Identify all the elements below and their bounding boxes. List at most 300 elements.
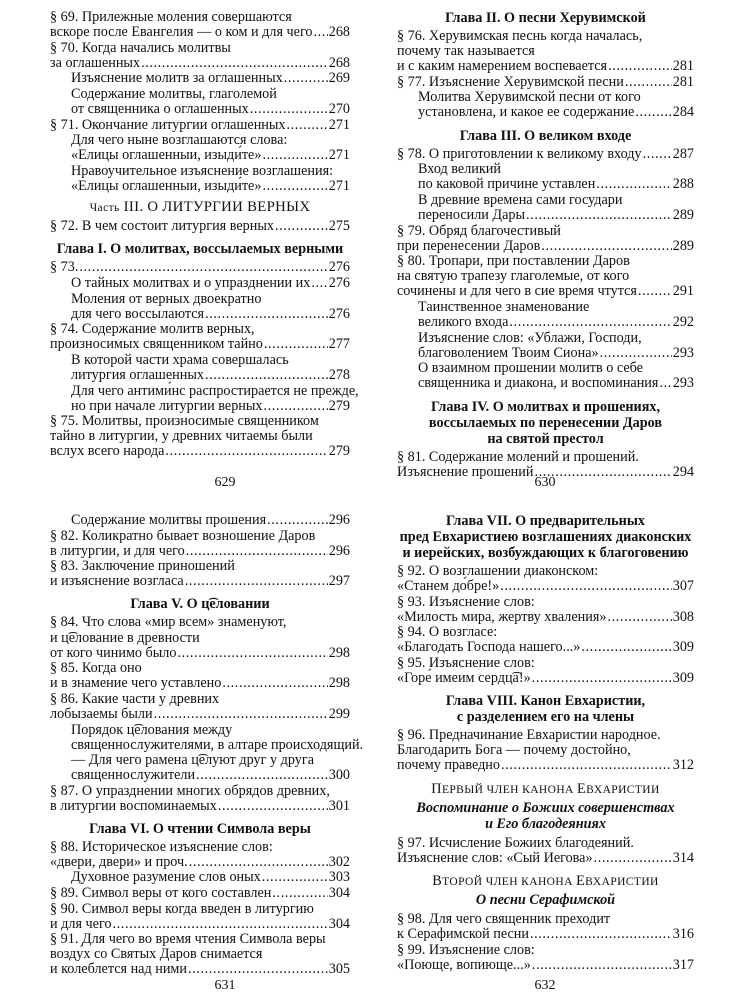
toc-entry	[50, 615, 350, 660]
toc-line	[50, 917, 350, 932]
dot-leader	[284, 71, 328, 86]
entry-text: § 81. Содержание молений и прошений.	[397, 448, 639, 465]
entry-text: «Милость мира, жертву хваления»	[397, 608, 607, 625]
canon-member-heading	[397, 782, 694, 798]
entry-text: «Благодать Господа нашего...»	[397, 639, 581, 656]
page-ref: 304	[328, 915, 350, 932]
dot-leader	[141, 56, 328, 71]
toc-entry	[50, 721, 364, 783]
dot-leader	[541, 239, 671, 254]
initial: В	[432, 872, 443, 889]
toc-line	[397, 640, 694, 655]
toc-line	[397, 927, 694, 942]
entry-text: — Для чего рамена ц͡елуют друг у друга	[71, 751, 314, 768]
toc-entry	[50, 932, 350, 977]
toc-line	[50, 118, 350, 133]
page-ref: 304	[328, 884, 350, 901]
dot-leader	[509, 315, 671, 330]
toc-entry	[50, 513, 350, 528]
toc-line	[418, 177, 694, 192]
small-caps: ТОРОЙ ЧЛЕН КАНОНА	[442, 875, 577, 888]
dot-leader	[205, 307, 328, 322]
toc-entry	[50, 276, 350, 291]
entry-text: § 76. Херувимская песнь когда началась,	[397, 28, 643, 44]
dot-leader	[189, 855, 328, 870]
page-ref: 299	[328, 706, 350, 723]
subheading-line: и Его благодеяниях	[485, 815, 606, 832]
page-ref: 303	[328, 869, 350, 886]
entry-text: О тайных молитвах и о упразднении их	[71, 274, 311, 291]
small-caps: ВХАРИСТИИ	[586, 783, 660, 796]
entry-text: «Горе́ имеим сердц͡а!»	[397, 670, 531, 687]
page-number: 630	[534, 475, 556, 490]
toc-entry	[50, 292, 350, 322]
entry-text: Изъяснение слов: «Ублажи, Господи,	[418, 329, 642, 346]
toc-line	[397, 943, 694, 958]
entry-text: Изъяснение слов: «Сый Иегова»	[397, 849, 593, 866]
entry-text: «Елицы оглашенныи, изыди́те»	[71, 178, 262, 195]
dot-leader	[501, 758, 672, 773]
entry-text: § 98. Для чего священник преходит	[397, 910, 611, 927]
page-ref: 291	[672, 283, 694, 300]
toc-line	[397, 147, 694, 162]
toc-entry	[50, 902, 350, 932]
toc-line	[397, 269, 694, 284]
toc-entry	[397, 75, 694, 90]
toc-entry	[397, 147, 694, 162]
page-ref: 270	[328, 101, 350, 118]
dot-leader	[596, 177, 671, 192]
entry-text: от священника о оглашенных	[71, 101, 249, 118]
toc-line	[418, 90, 694, 105]
toc-entry	[397, 300, 694, 330]
toc-line	[50, 646, 350, 661]
part-title: III. О ЛИТУРГИИ ВЕРНЫХ	[123, 199, 311, 216]
dot-leader	[532, 958, 672, 973]
entry-text: § 72. В чем состоит литургия верных	[50, 218, 274, 235]
entry-text: Благодарить Бога — почему достойно,	[397, 742, 631, 759]
page-ref: 278	[328, 366, 350, 383]
entry-text: В древние времена сами государи	[418, 191, 623, 208]
entry-text: Для чего ныне возглашаются слова:	[71, 132, 288, 149]
toc-line	[418, 193, 694, 208]
toc-line	[418, 105, 694, 120]
toc-entry	[50, 692, 350, 722]
toc-line	[71, 736, 364, 753]
toc-line	[50, 56, 350, 71]
toc-line	[71, 307, 350, 322]
italic-subheading	[397, 892, 694, 908]
toc-line	[71, 71, 350, 86]
toc-entry	[50, 71, 350, 86]
page-ref: 309	[672, 670, 694, 687]
toc-line	[418, 315, 694, 330]
toc-line	[397, 564, 694, 579]
heading-line: Глава III. О великом входе	[459, 127, 632, 144]
entry-text: § 87. О упразднении многих обрядов древних,	[50, 782, 330, 799]
page-number: 629	[214, 475, 236, 490]
dot-leader	[218, 799, 328, 814]
chapter-heading	[50, 241, 350, 257]
toc-line	[71, 753, 350, 768]
toc-line	[397, 958, 694, 973]
toc-entry	[397, 331, 694, 361]
dot-leader	[635, 105, 671, 120]
toc-line	[50, 219, 350, 234]
toc-line	[50, 855, 350, 870]
entry-text: § 97. Исчисление Божиих благодеяний.	[397, 834, 634, 851]
part-prefix: Часть	[89, 202, 120, 215]
toc-line	[71, 276, 350, 291]
toc-line	[50, 337, 350, 352]
toc-line	[397, 836, 694, 851]
entry-text: Духовное разумение слов оных	[71, 869, 261, 886]
subheading-line: О песни Серафимской	[475, 891, 616, 908]
entry-text: от кого чинимо было	[50, 644, 177, 661]
toc-line	[71, 164, 350, 179]
dot-leader	[638, 284, 672, 299]
toc-entry	[397, 656, 694, 686]
toc-entry	[50, 41, 350, 71]
entry-text: § 95. Изъяснение слов:	[397, 655, 535, 672]
page-ref: 294	[672, 463, 694, 480]
toc-entry	[50, 322, 350, 352]
entry-text: Порядок ц͡елования между	[71, 721, 233, 738]
page-ref: 279	[328, 397, 350, 414]
page-ref: 300	[328, 766, 350, 783]
dot-leader	[185, 574, 328, 589]
page-number: 631	[214, 978, 236, 993]
toc-line	[397, 29, 694, 44]
entry-text: «двери, двери» и проч.	[50, 853, 188, 870]
entry-text: и для чего	[50, 915, 112, 932]
toc-line	[397, 851, 694, 866]
page-ref: 298	[328, 644, 350, 661]
toc-line	[397, 728, 694, 743]
heading-line: пред Евхаристиею возглашениях диаконских	[399, 529, 692, 545]
entry-text: § 92. О возглашении диаконском:	[397, 563, 599, 579]
toc-line	[50, 41, 350, 56]
entry-text: возду́х со Святых Даров снимается	[50, 946, 263, 963]
dot-leader	[250, 102, 328, 117]
page-ref: 275	[328, 218, 350, 235]
toc-entry	[397, 912, 694, 942]
dot-leader	[500, 579, 672, 594]
dot-leader	[600, 346, 672, 361]
heading-line: и иерейских, возбуждающих к благоговению	[402, 545, 689, 561]
toc-entry	[397, 595, 694, 625]
page-ref: 277	[328, 336, 350, 353]
dot-leader	[607, 610, 671, 625]
toc-line	[50, 529, 350, 544]
subheading-line: Воспоминание о Божиих совершенствах	[416, 799, 675, 816]
entry-text: и с каким намерением воспевается	[397, 58, 608, 75]
entry-text: вслух всего народа	[50, 443, 165, 460]
entry-text: и в знамение чего уставлено	[50, 675, 222, 692]
entry-text: почему праведно	[397, 757, 500, 774]
toc-entry	[397, 943, 694, 973]
entry-text: священнослужителями, в алтаре происходящий.	[71, 736, 364, 753]
toc-line	[397, 239, 694, 254]
toc-line	[50, 10, 350, 25]
page-ref: 276	[328, 259, 350, 276]
toc-entry	[397, 29, 694, 74]
entry-text: установлена, и какое ее содержание	[418, 104, 635, 121]
page-ref: 271	[328, 178, 350, 195]
heading-line: Глава IV. О молитвах и прошениях,	[430, 398, 661, 415]
page-ref: 316	[672, 926, 694, 942]
toc-entry	[397, 254, 694, 299]
page-ref: 289	[672, 237, 694, 254]
dot-leader	[272, 886, 327, 901]
dot-leader	[275, 219, 328, 234]
dot-leader	[177, 646, 327, 661]
dot-leader	[262, 148, 327, 163]
page-629-column	[50, 9, 359, 460]
entry-text: § 90. Символ веры когда введен в литургию	[50, 900, 314, 917]
entry-text: § 86. Какие части у древних	[50, 690, 220, 707]
entry-text: благоволением Твоим Сиона»	[418, 344, 599, 361]
toc-line	[50, 661, 350, 676]
dot-leader	[79, 260, 327, 275]
toc-line	[418, 346, 694, 361]
entry-text: Изъяснение молитв за оглашенных	[71, 70, 283, 87]
toc-entry	[50, 133, 350, 163]
page-ref: 276	[328, 305, 350, 322]
entry-text: Моления от верных двоекратно	[71, 290, 262, 307]
entry-text: почему так называется	[397, 43, 535, 60]
entry-text: § 99. Изъяснение слов:	[397, 941, 535, 958]
page-ref: 293	[672, 375, 694, 392]
toc-line	[71, 382, 359, 399]
page-ref: 288	[672, 176, 694, 193]
heading-line: с разделением его на члены	[456, 709, 635, 726]
toc-entry	[397, 564, 694, 594]
canon-member-heading	[397, 874, 694, 890]
toc-entry	[397, 728, 694, 773]
page-ref: 268	[328, 54, 350, 71]
page-ref: 269	[328, 70, 350, 87]
entry-text: «Елицы оглашенныи, изыди́те»	[71, 147, 262, 164]
page-ref: 305	[328, 961, 350, 978]
initial: П	[431, 780, 442, 797]
toc-line	[71, 513, 350, 528]
heading-line: Глава VI. О чтении Символа веры	[89, 820, 311, 837]
heading-line: Глава V. О ц͡еловании	[130, 596, 270, 613]
dot-leader	[287, 118, 328, 133]
page-ref: 271	[328, 116, 350, 133]
page-ref: 268	[328, 24, 350, 41]
page-ref: 296	[328, 542, 350, 559]
entry-text: § 94. О возгласе:	[397, 624, 498, 641]
dot-leader	[594, 851, 672, 866]
entry-text: при перенесении Даров	[397, 237, 541, 254]
toc-entry	[50, 784, 350, 814]
entry-text: и изъяснение возгласа	[50, 573, 184, 590]
page-ref: 301	[328, 797, 350, 814]
toc-entry	[397, 90, 694, 120]
dot-leader	[643, 147, 672, 162]
entry-text: § 73.	[50, 259, 79, 276]
dot-leader	[196, 768, 328, 783]
initial: Е	[576, 872, 586, 889]
entry-text: § 89. Символ веры от кого составлен	[50, 884, 272, 901]
toc-line	[50, 902, 350, 917]
toc-line	[71, 87, 350, 102]
entry-text: § 82. Коликратно бывает возношение Даров	[50, 527, 316, 544]
page-ref: 287	[672, 145, 694, 162]
toc-line	[50, 840, 350, 855]
page-632-column	[397, 513, 694, 973]
entry-text: § 74. Содержание молитв верных,	[50, 321, 255, 338]
toc-line	[418, 376, 694, 391]
toc-entry	[397, 162, 694, 192]
toc-entry	[50, 661, 350, 691]
chapter-heading	[397, 399, 694, 447]
toc-line	[50, 631, 350, 646]
page-ref: 309	[672, 639, 694, 656]
entry-text: Содержание молитвы прошения	[71, 512, 267, 528]
toc-line	[397, 579, 694, 594]
dot-leader	[530, 927, 672, 942]
toc-line	[418, 300, 694, 315]
toc-line	[397, 44, 694, 59]
entry-text: лобызаемы были	[50, 706, 153, 723]
toc-entry	[50, 87, 350, 117]
entry-text: Для чего антими́нс распростирается не прежде,	[71, 382, 359, 399]
entry-text: по каковой причине уставлен	[418, 176, 596, 193]
toc-line	[71, 870, 350, 885]
toc-entry	[50, 382, 359, 414]
page-ref: 308	[672, 608, 694, 625]
entry-text: священнослужители	[71, 766, 196, 783]
entry-text: § 83. Заключение приношений	[50, 558, 235, 575]
toc-line	[50, 799, 350, 814]
heading-line: на святой престол	[487, 430, 604, 447]
entry-text: § 88. Историческое изъяснение слов:	[50, 838, 273, 855]
page-ref: 312	[672, 757, 694, 774]
toc-line	[71, 179, 350, 194]
dot-leader	[113, 917, 328, 932]
toc-entry	[50, 886, 350, 901]
dot-leader	[264, 337, 328, 352]
toc-entry	[50, 118, 350, 133]
dot-leader	[154, 707, 328, 722]
toc-line	[50, 615, 350, 630]
toc-line	[71, 292, 350, 307]
entry-text: Нравоучительное изъяснение возглашения:	[71, 162, 334, 179]
toc-entry	[397, 193, 694, 223]
entry-text: Изъяснение прошений	[397, 463, 534, 480]
entry-text: для чего воссылаются	[71, 305, 205, 322]
heading-line: Глава VII. О предварительных	[446, 513, 645, 529]
toc-line	[50, 574, 350, 589]
page-630-column	[397, 10, 694, 480]
toc-line	[50, 962, 350, 977]
toc-entry	[50, 870, 350, 885]
page-ref: 307	[672, 578, 694, 595]
page-ref: 292	[672, 314, 694, 331]
toc-entry	[50, 164, 350, 194]
dot-leader	[659, 376, 671, 391]
dot-leader	[608, 59, 672, 74]
toc-line	[397, 610, 694, 625]
part-heading	[50, 200, 350, 216]
toc-line	[71, 148, 350, 163]
toc-line	[50, 707, 350, 722]
toc-entry	[397, 836, 694, 866]
dot-leader	[188, 962, 328, 977]
dot-leader	[222, 676, 327, 691]
toc-line	[50, 444, 350, 459]
entry-text: и ц͡елование в древности	[50, 629, 200, 646]
toc-line	[71, 399, 350, 414]
small-caps: ВХАРИСТИИ	[585, 875, 659, 888]
entry-text: § 96. Предначинание Евхаристии народное.	[397, 727, 661, 744]
toc-entry	[50, 840, 350, 870]
page-ref: 271	[328, 147, 350, 164]
toc-line	[50, 414, 350, 429]
toc-line	[418, 162, 694, 177]
entry-text: за оглашенных	[50, 54, 141, 71]
entry-text: § 77. Изъяснение Херувимской песни	[397, 73, 624, 90]
dot-leader	[314, 25, 328, 40]
initial: Е	[577, 780, 587, 797]
toc-line	[71, 102, 350, 117]
entry-text: в литургии воспоминаемых	[50, 797, 217, 814]
page-ref: 296	[328, 512, 350, 528]
entry-text: § 78. О приготовлении к великому входу	[397, 145, 642, 162]
page-ref: 289	[672, 206, 694, 223]
entry-text: сочинены и для чего в сие время чтутся	[397, 283, 637, 300]
entry-text: § 84. Что слова «мир всем» знаменуют,	[50, 614, 287, 631]
chapter-heading	[50, 821, 350, 837]
dot-leader	[532, 671, 672, 686]
entry-text: переносили Дары	[418, 206, 526, 223]
page-ref: 317	[672, 956, 694, 973]
entry-text: великого входа	[418, 314, 509, 331]
page-ref: 314	[672, 849, 694, 866]
chapter-heading	[397, 128, 694, 144]
page-ref: 281	[672, 58, 694, 75]
dot-leader	[311, 276, 327, 291]
toc-line	[397, 758, 694, 773]
page-ref: 281	[672, 73, 694, 90]
entry-text: В которой части храма совершалась	[71, 351, 289, 368]
toc-line	[50, 544, 350, 559]
entry-text: Молитва Херувимской песни от кого	[418, 89, 641, 106]
chapter-heading	[397, 10, 694, 26]
dot-leader	[264, 399, 328, 414]
chapter-heading	[50, 596, 350, 612]
entry-text: вскоре после Евангелия — о ком и для чего	[50, 24, 313, 41]
toc-line	[50, 676, 350, 691]
toc-entry	[50, 414, 350, 459]
toc-entry	[397, 361, 694, 391]
toc-line	[418, 331, 694, 346]
toc-line	[71, 353, 350, 368]
heading-line: Глава I. О молитвах, воссылаемых верными	[56, 241, 344, 258]
toc-line	[397, 224, 694, 239]
toc-line	[71, 768, 350, 783]
toc-line	[397, 743, 694, 758]
toc-line	[50, 429, 350, 444]
toc-entry	[50, 529, 350, 559]
entry-text: произносимых священником тайно	[50, 336, 263, 353]
page-ref: 276	[328, 274, 350, 291]
dot-leader	[267, 513, 328, 528]
entry-text: § 79. Обряд благочестивый	[397, 222, 561, 239]
